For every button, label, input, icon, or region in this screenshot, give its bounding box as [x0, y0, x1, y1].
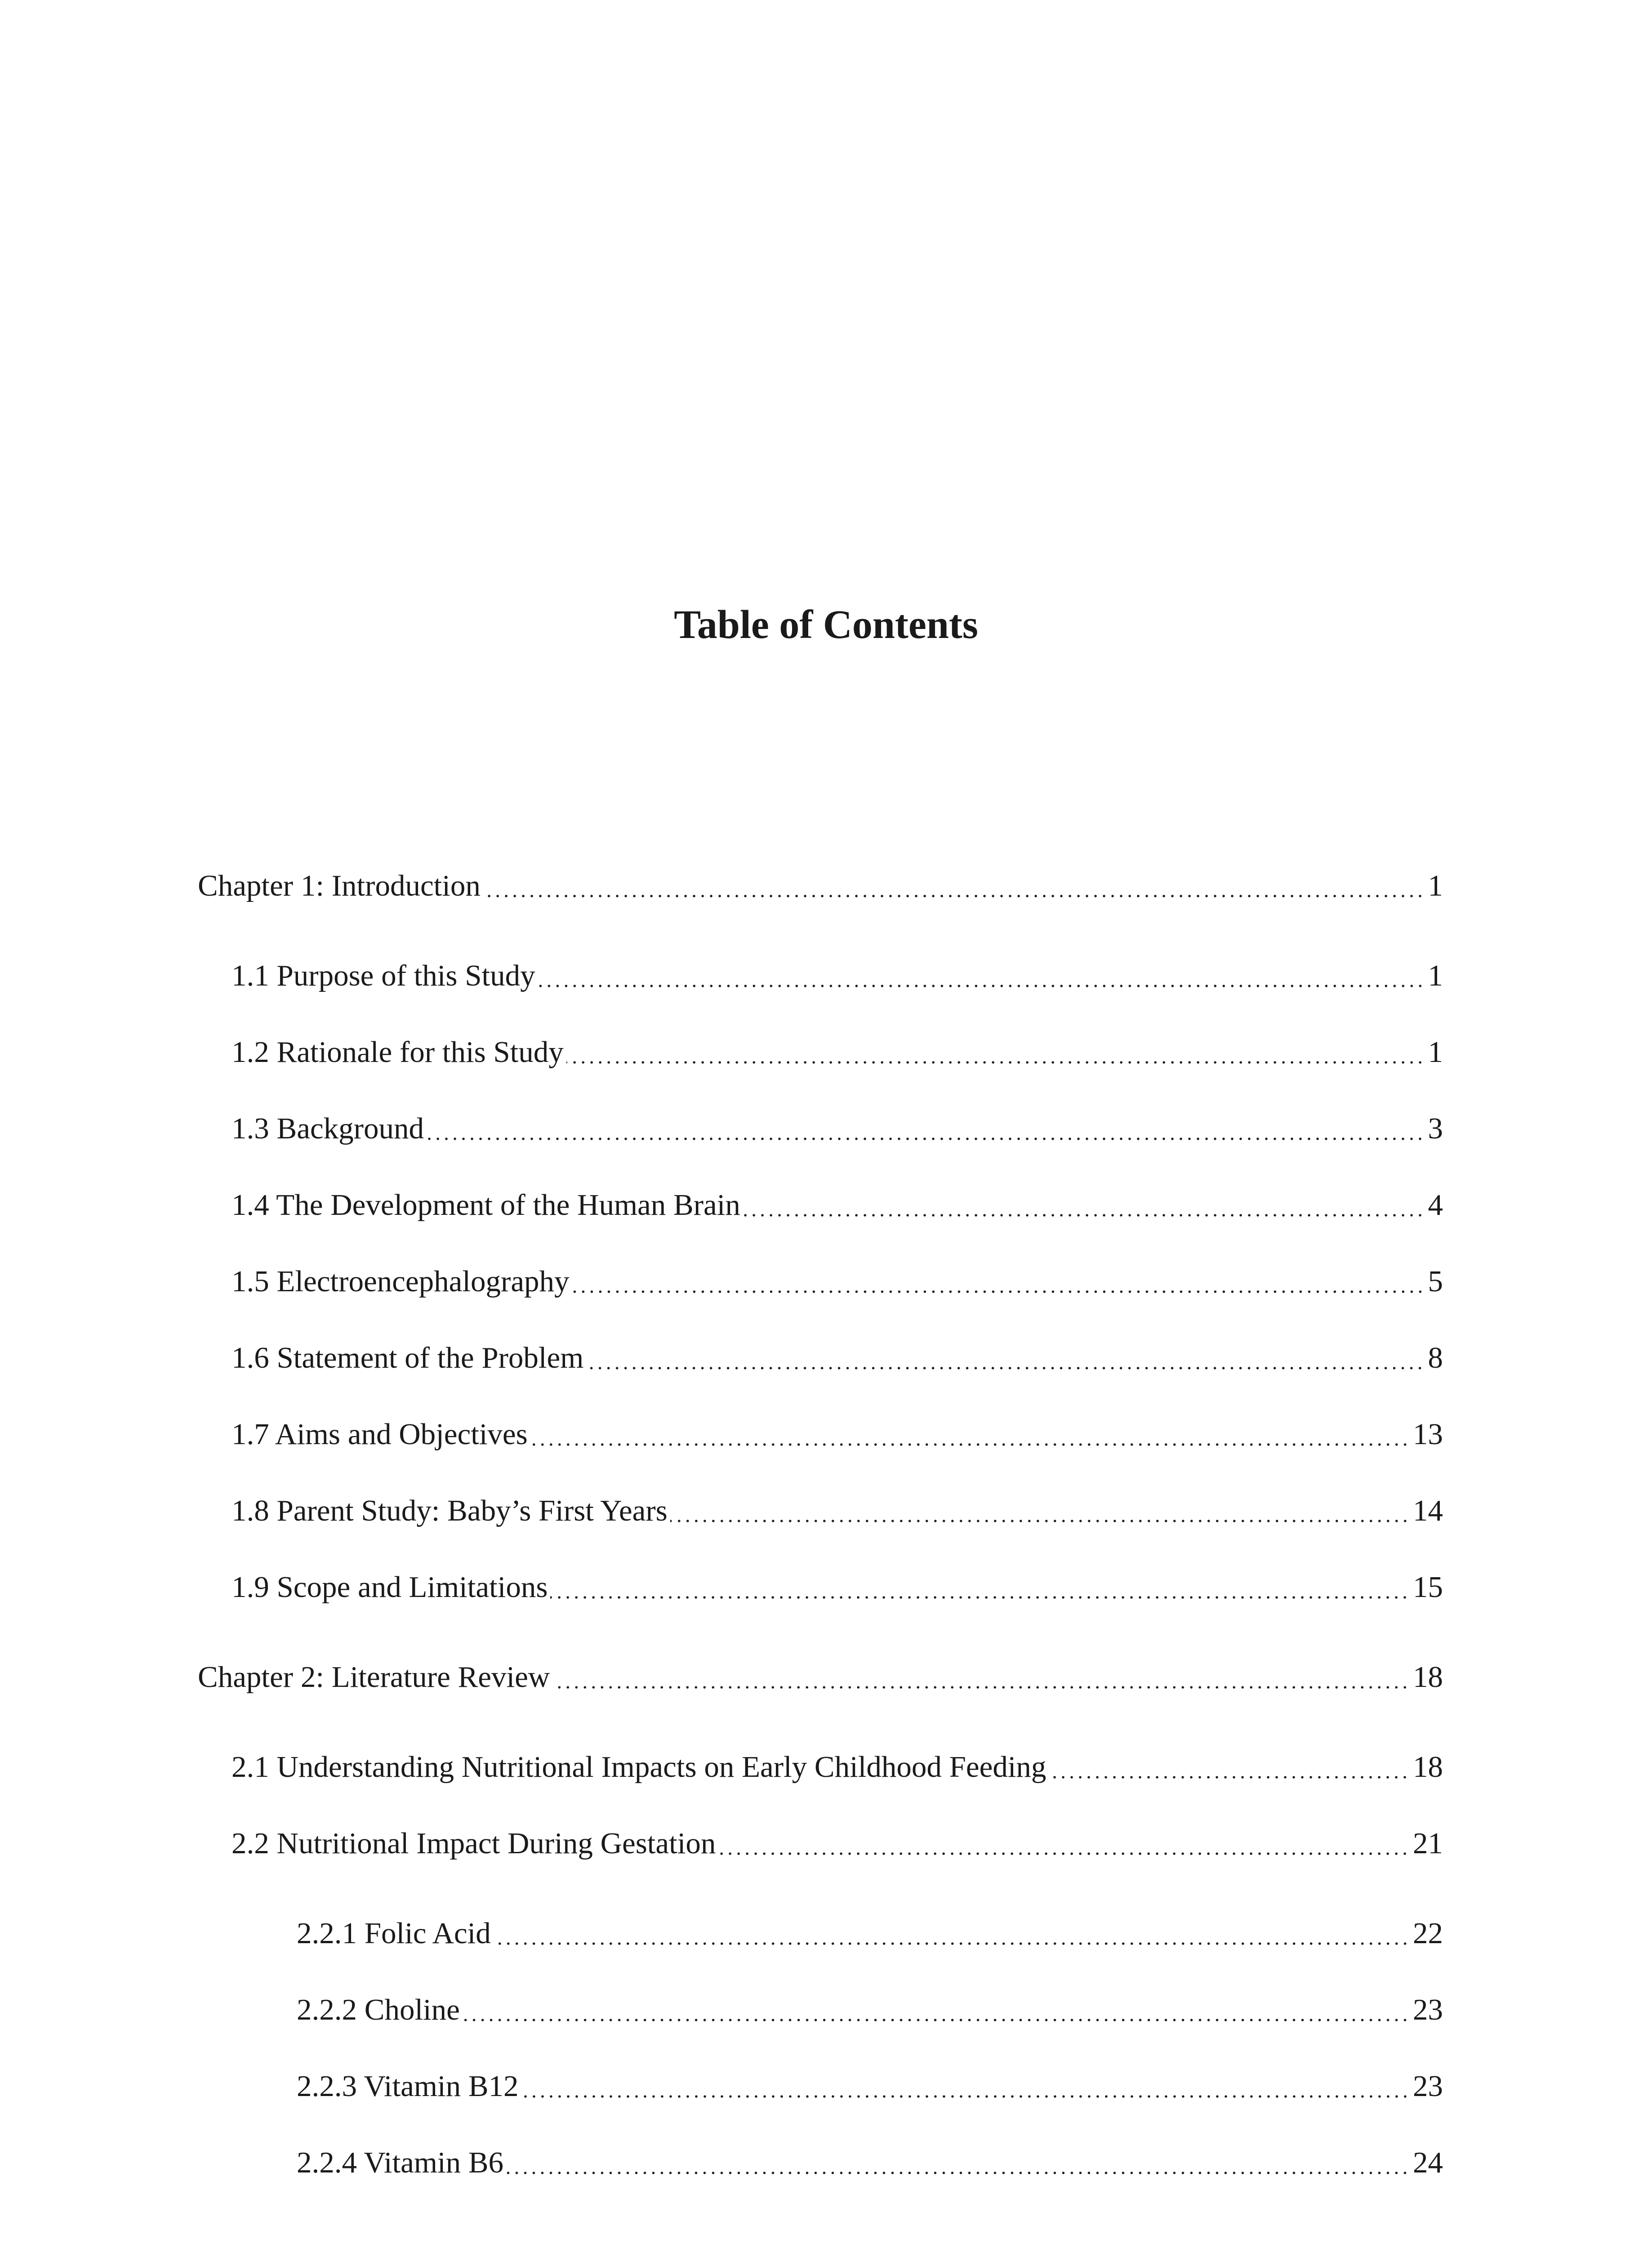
toc-entry-page-number: 3 [1428, 1112, 1443, 1145]
toc-entry-label: 2.2.3 Vitamin B12 [297, 2070, 519, 2103]
dot-leader [463, 1987, 1409, 2032]
toc-entry-2-2-3[interactable] [297, 2064, 1443, 2109]
toc-entry-label: 1.1 Purpose of this Study [232, 959, 535, 992]
toc-entry-chapter-1[interactable] [198, 863, 1443, 908]
dot-leader [494, 1911, 1409, 1956]
toc-entry-1-8[interactable] [232, 1488, 1443, 1533]
toc-entry-label: 2.2 Nutritional Impact During Gestation [232, 1827, 716, 1860]
toc-entry-page-number: 21 [1413, 1827, 1443, 1860]
toc-entry-label: 1.9 Scope and Limitations [232, 1570, 548, 1604]
toc-entry-2-2-1[interactable] [297, 1911, 1443, 1956]
toc-entry-page-number: 4 [1428, 1188, 1443, 1222]
dot-leader [521, 2064, 1409, 2109]
toc-entry-label: 1.3 Background [232, 1112, 424, 1145]
toc-entry-label: 1.7 Aims and Objectives [232, 1418, 528, 1451]
dot-leader [506, 2140, 1409, 2185]
dot-leader [552, 1655, 1409, 1699]
dot-leader [530, 1412, 1409, 1457]
toc-entry-page-number: 24 [1413, 2146, 1443, 2179]
toc-entry-1-1[interactable] [232, 953, 1443, 998]
toc-entry-1-3[interactable] [232, 1106, 1443, 1151]
toc-entry-1-2[interactable] [232, 1030, 1443, 1075]
toc-entry-label: Chapter 2: Literature Review [198, 1660, 550, 1694]
toc-entry-1-7[interactable] [232, 1412, 1443, 1457]
dot-leader [538, 953, 1425, 998]
toc-entry-page-number: 23 [1413, 2070, 1443, 2103]
toc-entry-label: 1.6 Statement of the Problem [232, 1341, 584, 1374]
toc-entry-page-number: 18 [1413, 1750, 1443, 1784]
toc-entry-1-6[interactable] [232, 1335, 1443, 1380]
dot-leader [427, 1106, 1425, 1151]
toc-entry-page-number: 14 [1413, 1494, 1443, 1527]
toc-entry-page-number: 15 [1413, 1570, 1443, 1604]
toc-entry-chapter-2[interactable] [198, 1655, 1443, 1699]
page-title: Table of Contents [674, 602, 978, 647]
toc-entry-label: 2.2.2 Choline [297, 1993, 460, 2026]
toc-entry-label: 2.1 Understanding Nutritional Impacts on Early Childhood Feeding [232, 1750, 1046, 1784]
toc-entry-page-number: 22 [1413, 1917, 1443, 1950]
dot-leader [718, 1821, 1409, 1866]
toc-entry-2-2-4[interactable] [297, 2140, 1443, 2185]
toc-entry-2-1[interactable] [232, 1744, 1443, 1789]
toc-entry-label: 1.5 Electroencephalography [232, 1265, 570, 1298]
toc-entry-label: 2.2.1 Folic Acid [297, 1917, 491, 1950]
toc-entry-page-number: 1 [1428, 869, 1443, 902]
toc-entry-page-number: 23 [1413, 1993, 1443, 2026]
dot-leader [1049, 1744, 1409, 1789]
toc-entry-page-number: 1 [1428, 959, 1443, 992]
toc-entry-page-number: 8 [1428, 1341, 1443, 1374]
toc-entry-page-number: 18 [1413, 1660, 1443, 1694]
toc-entry-label: Chapter 1: Introduction [198, 869, 481, 902]
toc-entry-page-number: 1 [1428, 1035, 1443, 1069]
dot-leader [586, 1335, 1424, 1380]
toc-entry-1-9[interactable] [232, 1565, 1443, 1610]
dot-leader [572, 1259, 1425, 1304]
toc-entry-2-2-2[interactable] [297, 1987, 1443, 2032]
toc-entry-page-number: 13 [1413, 1418, 1443, 1451]
dot-leader [670, 1488, 1409, 1533]
toc-entry-label: 1.2 Rationale for this Study [232, 1035, 564, 1069]
toc-entry-label: 2.2.4 Vitamin B6 [297, 2146, 504, 2179]
dot-leader [566, 1030, 1425, 1075]
toc-entry-2-2[interactable] [232, 1821, 1443, 1866]
dot-leader [550, 1565, 1409, 1610]
toc-entry-page-number: 5 [1428, 1265, 1443, 1298]
dot-leader [743, 1182, 1425, 1227]
toc-entry-1-4[interactable] [232, 1182, 1443, 1227]
toc-entry-label: 1.8 Parent Study: Baby’s First Years [232, 1494, 668, 1527]
dot-leader [483, 863, 1425, 908]
toc-entry-1-5[interactable] [232, 1259, 1443, 1304]
toc-entry-label: 1.4 The Development of the Human Brain [232, 1188, 740, 1222]
